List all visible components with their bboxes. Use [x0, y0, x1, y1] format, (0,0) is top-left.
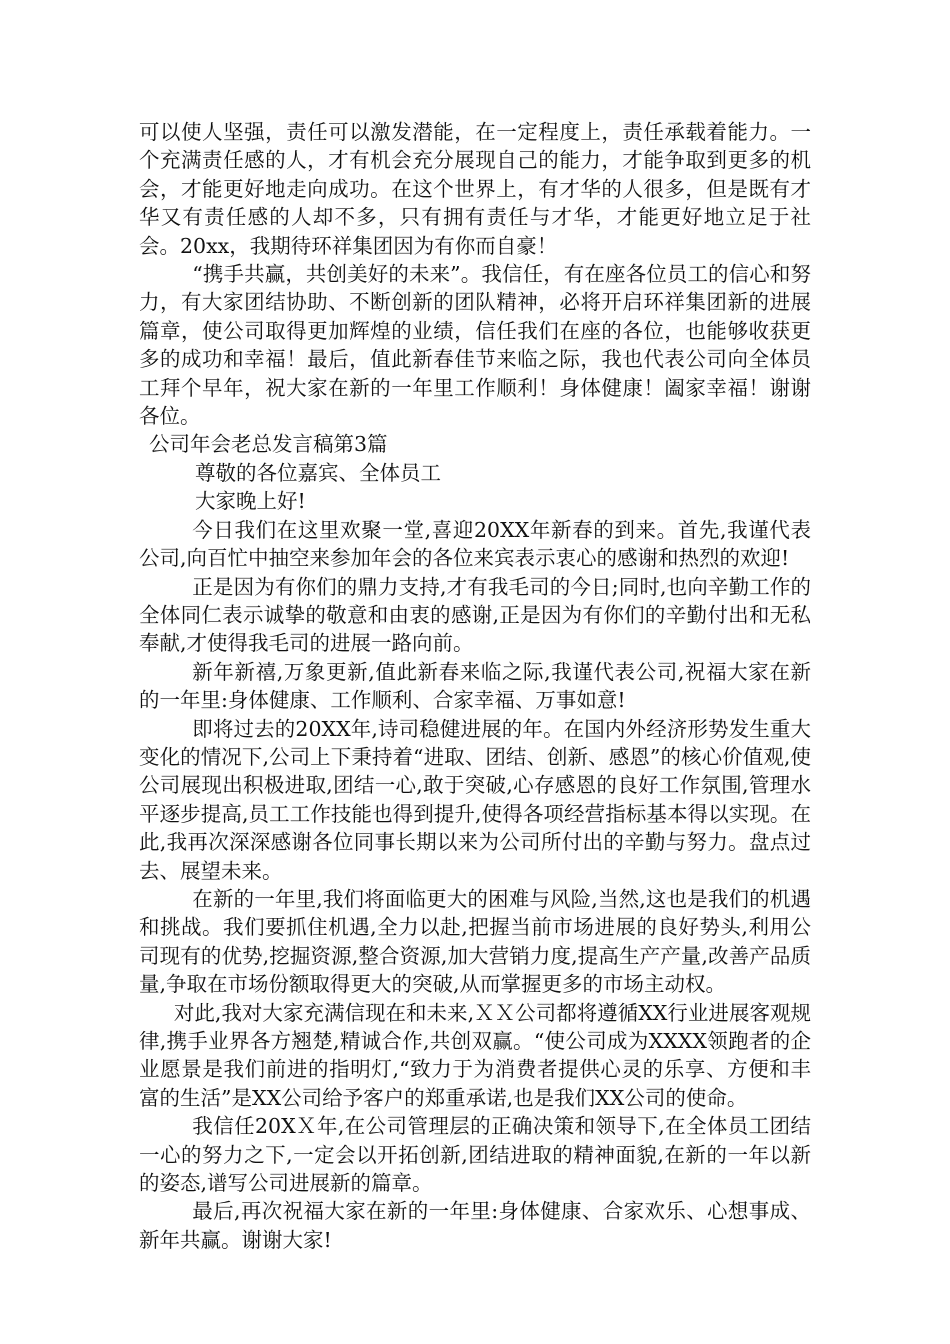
- paragraph-1: 今日我们在这里欢聚一堂,喜迎20XX年新春的到来。首先,我谨代表公司,向百忙中抽空来参加年会的各位来宾表示衷心的感谢和热烈的欢迎!: [139, 517, 811, 571]
- paragraph-3: 新年新禧,万象更新,值此新春来临之际,我谨代表公司,祝福大家在新的一年里:身体健康、工作顺利、合家幸福、万事如意!: [139, 659, 811, 713]
- paragraph-5: 在新的一年里,我们将面临更大的困难与风险,当然,这也是我们的机遇和挑战。我们要抓住机遇,全力以赴,把握当前市场进展的良好势头,利用公司现有的优势,挖掘资源,整合资源,加大营销力度,提高生产产量,改善产品质量,争取在市场份额取得更大的突破,从而掌握更多的市场主动权。: [139, 886, 811, 997]
- document-page: [139, 118, 811, 1254]
- salutation: 尊敬的各位嘉宾、全体员工: [195, 460, 441, 485]
- paragraph-8: 最后,再次祝福大家在新的一年里:身体健康、合家欢乐、心想事成、新年共赢。谢谢大家!: [139, 1199, 811, 1252]
- paragraph-4: 即将过去的20XX年,诗司稳健进展的年。在国内外经济形势发生重大变化的情况下,公司上下秉持着“进取、团结、创新、感恩”的核心价值观,使公司展现出积极进取,团结一心,敢于突破,心存感恩的良好工作氛围,管理水平逐步提高,员工工作技能也得到提升,使得各项经营指标基本得以实现。在此,我再次深深感谢各位同事长期以来为公司所付出的辛勤与努力。盘点过去、展望未来。: [139, 716, 811, 883]
- paragraph-closing-previous: “携手共赢，共创美好的未来”。我信任，有在座各位员工的信心和努力，有大家团结协助、不断创新的团队精神，必将开启环祥集团新的进展篇章，使公司取得更加辉煌的业绩，信任我们在座的各位，也能够收获更多的成功和幸福！最后，值此新春佳节来临之际，我也代表公司向全体员工拜个早年，祝大家在新的一年里工作顺利！身体健康！阖家幸福！谢谢各位。: [139, 262, 811, 429]
- section-title: 公司年会老总发言稿第3篇: [149, 432, 388, 457]
- paragraph-2: 正是因为有你们的鼎力支持,才有我毛司的今日;同时,也向辛勤工作的全体同仁表示诚挚的敬意和由衷的感谢,正是因为有你们的辛勤付出和无私奉献,才使得我毛司的进展一路向前。: [139, 574, 811, 656]
- paragraph-continued: 可以使人坚强，责任可以激发潜能，在一定程度上，责任承载着能力。一个充满责任感的人，才有机会充分展现自己的能力，才能争取到更多的机会，才能更好地走向成功。在这个世界上，有才华的人很多，但是既有才华又有责任感的人却不多，只有拥有责任与才华，才能更好地立足于社会。20xx，我期待环祥集团因为有你而自豪！: [139, 120, 811, 258]
- paragraph-6: 对此,我对大家充满信现在和未来,ＸＸ公司都将遵循XX行业进展客观规律,携手业界各方翘楚,精诚合作,共创双赢。“使公司成为XXXX领跑者的企业愿景是我们前进的指明灯,“致力于为消费者提供心灵的乐享、方便和丰富的生活”是XX公司给予客户的郑重承诺,也是我们XX公司的使命。: [139, 1000, 811, 1110]
- greeting: 大家晚上好!: [195, 489, 306, 514]
- paragraph-7: 我信任20XＸ年,在公司管理层的正确决策和领导下,在全体员工团结一心的努力之下,一定会以开拓创新,团结进取的精神面貌,在新的一年以新的姿态,谱写公司进展新的篇章。: [139, 1114, 811, 1196]
